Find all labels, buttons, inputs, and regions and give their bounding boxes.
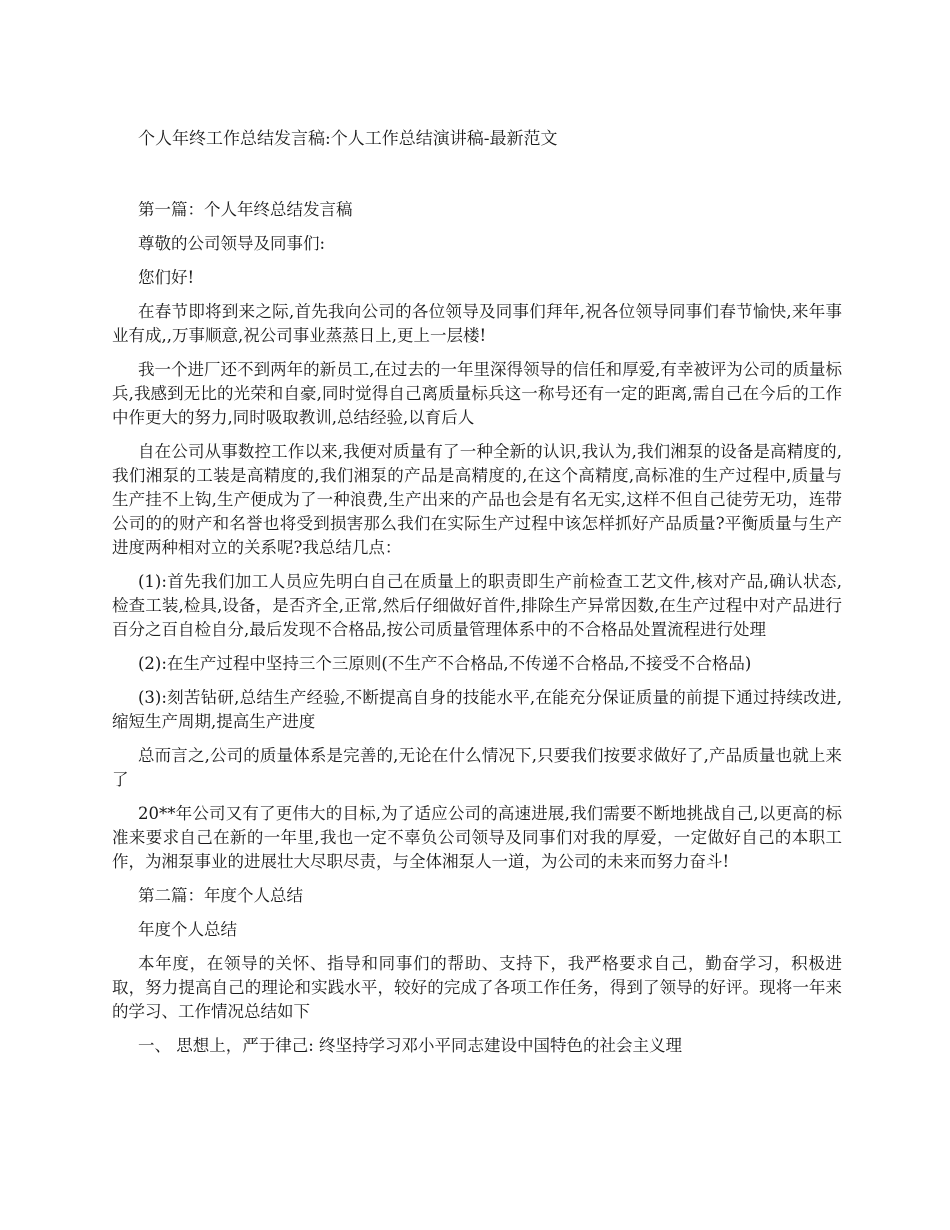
paragraph: 在春节即将到来之际,首先我向公司的各位领导及同事们拜年,祝各位领导同事们春节愉快,来年事业有成,,万事顺意,祝公司事业蒸蒸日上,更上一层楼! bbox=[112, 302, 842, 345]
document-body bbox=[112, 198, 842, 1068]
paragraph: 一、 思想上，严于律己: 终坚持学习邓小平同志建设中国特色的社会主义理 bbox=[138, 1036, 683, 1055]
subheading: 年度个人总结 bbox=[138, 920, 237, 939]
list-item-2: (2):在生产过程中坚持三个三原则(不生产不合格品,不传递不合格品,不接受不合格品) bbox=[138, 654, 752, 673]
paragraph: 自在公司从事数控工作以来,我便对质量有了一种全新的认识,我认为,我们湘泵的设备是高精度的,我们湘泵的工装是高精度的,我们湘泵的产品是高精度的,在这个高精度,高标准的生产过程中,质量与生产挂不上钩,生产便成为了一种浪费,生产出来的产品也会是有名无实,这样不但自己徒劳无功，连带公司的的财产和名誉也将受到损害那么我们在实际生产过程中该怎样抓好产品质量?平衡质量与生产进度两种相对立的关系呢?我总结几点： bbox=[112, 442, 842, 557]
section-heading-2: 第二篇：年度个人总结 bbox=[138, 886, 303, 905]
salutation: 尊敬的公司领导及同事们: bbox=[138, 234, 326, 253]
paragraph: 20**年公司又有了更伟大的目标,为了适应公司的高速进展,我们需要不断地挑战自己,以更高的标准来要求自己在新的一年里,我也一定不辜负公司领导及同事们对我的厚爱，一定做好自己的本职工作，为湘泵事业的进展壮大尽职尽责，与全体湘泵人一道，为公司的未来而努力奋斗! bbox=[112, 804, 842, 871]
list-item-3: (3):刻苦钻研,总结生产经验,不断提高自身的技能水平,在能充分保证质量的前提下通过持续改进,缩短生产周期,提高生产进度 bbox=[112, 688, 842, 731]
greeting: 您们好! bbox=[138, 268, 195, 287]
document-title: 个人年终工作总结发言稿:个人工作总结演讲稿-最新范文 bbox=[138, 129, 558, 149]
section-heading-1: 第一篇：个人年终总结发言稿 bbox=[138, 200, 353, 219]
list-item-1: (1):首先我们加工人员应先明白自己在质量上的职责即生产前检查工艺文件,核对产品,确认状态,检查工装,检具,设备，是否齐全,正常,然后仔细做好首件,排除生产异常因数,在生产过程中对产品进行百分之百自检自分,最后发现不合格品,按公司质量管理体系中的不合格品处置流程进行处理 bbox=[112, 572, 842, 639]
paragraph: 本年度，在领导的关怀、指导和同事们的帮助、支持下，我严格要求自己，勤奋学习，积极进取，努力提高自己的理论和实践水平，较好的完成了各项工作任务，得到了领导的好评。现将一年来的学习、工作情况总结如下 bbox=[112, 954, 842, 1021]
paragraph: 总而言之,公司的质量体系是完善的,无论在什么情况下,只要我们按要求做好了,产品质量也就上来了 bbox=[112, 746, 842, 789]
paragraph: 我一个进厂还不到两年的新员工,在过去的一年里深得领导的信任和厚爱,有幸被评为公司的质量标兵,我感到无比的光荣和自豪,同时觉得自己离质量标兵这一称号还有一定的距离,需自己在今后的工作中作更大的努力,同时吸取教训,总结经验,以育后人 bbox=[112, 360, 842, 427]
